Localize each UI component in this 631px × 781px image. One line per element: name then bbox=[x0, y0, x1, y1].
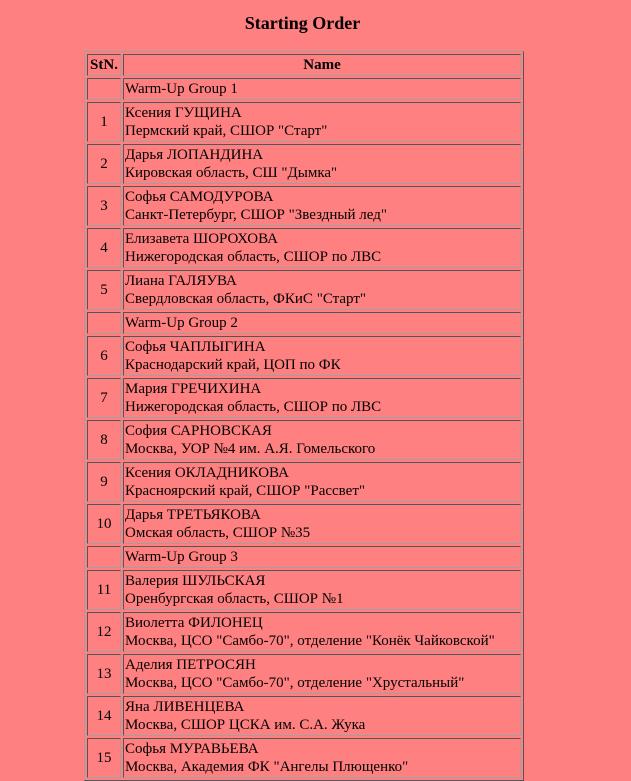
skater-cell bbox=[123, 738, 521, 778]
skater-row bbox=[87, 336, 521, 376]
skater-name: Яна ЛИВЕНЦЕВА bbox=[125, 699, 245, 715]
skater-row bbox=[87, 654, 521, 694]
skater-cell bbox=[123, 612, 521, 652]
skater-row bbox=[87, 378, 521, 418]
skater-club: Санкт-Петербург, СШОР "Звездный лед" bbox=[125, 207, 387, 223]
skater-cell bbox=[123, 144, 521, 184]
start-number: 10 bbox=[87, 504, 121, 544]
warm-up-group-row bbox=[87, 546, 521, 568]
start-number: 8 bbox=[87, 420, 121, 460]
skater-club: Краснодарский край, ЦОП по ФК bbox=[125, 357, 341, 373]
skater-cell bbox=[123, 420, 521, 460]
skater-cell bbox=[123, 378, 521, 418]
skater-club: Москва, ЦСО "Самбо-70", отделение "Конёк Чайковской" bbox=[125, 633, 495, 649]
table-header-row bbox=[87, 54, 521, 76]
skater-cell bbox=[123, 570, 521, 610]
skater-club: Москва, УОР №4 им. А.Я. Гомельского bbox=[125, 441, 376, 457]
skater-row bbox=[87, 612, 521, 652]
skater-name: Ксения ГУЩИНА bbox=[125, 105, 242, 121]
skater-club: Кировская область, СШ "Дымка" bbox=[125, 165, 338, 181]
start-number: 13 bbox=[87, 654, 121, 694]
skater-club: Нижегородская область, СШОР по ЛВС bbox=[125, 249, 382, 265]
table-body bbox=[87, 78, 521, 778]
skater-row bbox=[87, 420, 521, 460]
start-number: 12 bbox=[87, 612, 121, 652]
skater-cell bbox=[123, 462, 521, 502]
start-number: 2 bbox=[87, 144, 121, 184]
skater-row bbox=[87, 144, 521, 184]
skater-row bbox=[87, 186, 521, 226]
warm-up-group-label: Warm-Up Group 2 bbox=[123, 312, 521, 334]
skater-club: Красноярский край, СШОР "Рассвет" bbox=[125, 483, 366, 499]
skater-name: Валерия ШУЛЬСКАЯ bbox=[125, 573, 266, 589]
start-number: 15 bbox=[87, 738, 121, 778]
skater-club: Москва, ЦСО "Самбо-70", отделение "Хрустальный" bbox=[125, 675, 465, 691]
start-number: 7 bbox=[87, 378, 121, 418]
skater-club: Омская область, СШОР №35 bbox=[125, 525, 311, 541]
starting-order-table bbox=[84, 51, 524, 781]
skater-name: Лиана ГАЛЯУВА bbox=[125, 273, 237, 289]
skater-row bbox=[87, 570, 521, 610]
skater-cell bbox=[123, 654, 521, 694]
page-title: Starting Order bbox=[244, 13, 361, 33]
skater-name: Елизавета ШОРОХОВА bbox=[125, 231, 279, 247]
start-number: 11 bbox=[87, 570, 121, 610]
column-header-name: Name bbox=[123, 54, 521, 76]
skater-row bbox=[87, 696, 521, 736]
skater-name: Ксения ОКЛАДНИКОВА bbox=[125, 465, 289, 481]
skater-name: Мария ГРЕЧИХИНА bbox=[125, 381, 262, 397]
skater-name: Дарья ТРЕТЬЯКОВА bbox=[125, 507, 261, 523]
empty-stn-cell bbox=[87, 78, 121, 100]
skater-club: Москва, СШОР ЦСКА им. С.А. Жука bbox=[125, 717, 366, 733]
skater-cell bbox=[123, 186, 521, 226]
skater-club: Свердловская область, ФКиС "Старт" bbox=[125, 291, 366, 307]
skater-name: Софья МУРАВЬЕВА bbox=[125, 741, 259, 757]
skater-name: Виолетта ФИЛОНЕЦ bbox=[125, 615, 263, 631]
skater-name: Дарья ЛОПАНДИНА bbox=[125, 147, 264, 163]
skater-club: Нижегородская область, СШОР по ЛВС bbox=[125, 399, 382, 415]
skater-row bbox=[87, 228, 521, 268]
skater-cell bbox=[123, 504, 521, 544]
skater-row bbox=[87, 462, 521, 502]
warm-up-group-row bbox=[87, 312, 521, 334]
skater-row bbox=[87, 102, 521, 142]
skater-club: Москва, Академия ФК "Ангелы Плющенко" bbox=[125, 759, 409, 775]
skater-row bbox=[87, 270, 521, 310]
warm-up-group-label: Warm-Up Group 1 bbox=[123, 78, 521, 100]
warm-up-group-label: Warm-Up Group 3 bbox=[123, 546, 521, 568]
empty-stn-cell bbox=[87, 312, 121, 334]
start-number: 5 bbox=[87, 270, 121, 310]
skater-club: Пермский край, СШОР "Старт" bbox=[125, 123, 328, 139]
start-number: 14 bbox=[87, 696, 121, 736]
skater-name: София САРНОВСКАЯ bbox=[125, 423, 272, 439]
start-number: 3 bbox=[87, 186, 121, 226]
skater-name: Софья САМОДУРОВА bbox=[125, 189, 274, 205]
start-number: 1 bbox=[87, 102, 121, 142]
warm-up-group-row bbox=[87, 78, 521, 100]
skater-row bbox=[87, 738, 521, 778]
skater-name: Аделия ПЕТРОСЯН bbox=[125, 657, 256, 673]
empty-stn-cell bbox=[87, 546, 121, 568]
skater-cell bbox=[123, 696, 521, 736]
skater-cell bbox=[123, 270, 521, 310]
skater-cell bbox=[123, 102, 521, 142]
skater-row bbox=[87, 504, 521, 544]
skater-club: Оренбургская область, СШОР №1 bbox=[125, 591, 344, 607]
start-number: 6 bbox=[87, 336, 121, 376]
start-number: 9 bbox=[87, 462, 121, 502]
skater-cell bbox=[123, 336, 521, 376]
start-number: 4 bbox=[87, 228, 121, 268]
skater-cell bbox=[123, 228, 521, 268]
column-header-stn: StN. bbox=[87, 54, 121, 76]
skater-name: Софья ЧАПЛЫГИНА bbox=[125, 339, 266, 355]
